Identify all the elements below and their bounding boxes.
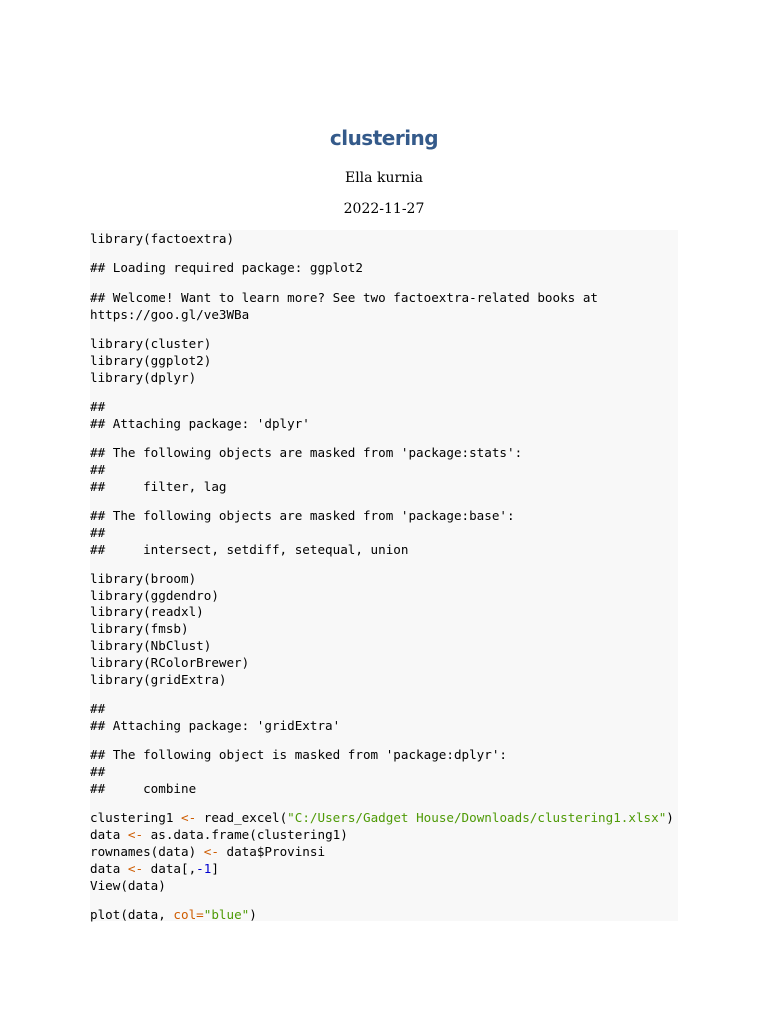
code-text: plot(data, [90, 907, 174, 922]
code-line: library(cluster) [90, 336, 212, 351]
output-line: ## The following objects are masked from 'package:base': [90, 508, 515, 523]
author-name: Ella kurnia [344, 170, 423, 186]
code-text: ] [211, 861, 219, 876]
code-text: data[, [143, 861, 197, 876]
output-line: ## filter, lag [90, 479, 227, 494]
code-line: library(ggplot2) [90, 353, 212, 368]
output-line: ## [90, 399, 106, 414]
assign-operator: <- [127, 827, 144, 842]
argument-name: col= [173, 907, 204, 922]
output-line: ## The following object is masked from 'package:dplyr': [90, 747, 508, 762]
page-title: clustering [329, 126, 439, 150]
string-literal: "C:/Users/Gadget House/Downloads/clustering1.xlsx" [287, 810, 667, 825]
output-line: ## intersect, setdiff, setequal, union [90, 542, 409, 557]
code-line: library(ggdendro) [90, 588, 219, 603]
output-line: https://goo.gl/ve3WBa [90, 307, 250, 322]
code-text: ) [249, 907, 257, 922]
assign-operator: <- [181, 810, 197, 825]
code-text: data [90, 827, 128, 842]
output-line: ## [90, 701, 106, 716]
code-text: read_excel( [196, 810, 288, 825]
output-line: ## Loading required package: ggplot2 [90, 260, 363, 275]
code-text: data [90, 861, 128, 876]
code-text: as.data.frame(clustering1) [143, 827, 348, 842]
code-text: rownames(data) [90, 844, 204, 859]
code-line: library(factoextra) [90, 231, 235, 246]
code-line [90, 860, 219, 877]
output-line: ## [90, 525, 106, 540]
numeric-literal: -1 [196, 861, 212, 876]
code-line: library(fmsb) [90, 621, 189, 636]
output-line: ## [90, 462, 106, 477]
output-line: ## Attaching package: 'gridExtra' [90, 718, 341, 733]
output-line: ## Attaching package: 'dplyr' [90, 416, 310, 431]
assign-operator: <- [127, 861, 144, 876]
output-line: ## The following objects are masked from 'package:stats': [90, 445, 523, 460]
code-line [90, 826, 348, 843]
output-line: ## Welcome! Want to learn more? See two factoextra-related books at [90, 290, 598, 305]
output-line: ## [90, 764, 106, 779]
code-text: clustering1 [90, 810, 181, 825]
code-line: library(broom) [90, 571, 197, 586]
code-text: ) [666, 810, 674, 825]
code-line: library(NbClust) [90, 638, 212, 653]
output-line: ## combine [90, 781, 197, 796]
code-line: library(RColorBrewer) [90, 655, 250, 670]
code-line: View(data) [90, 878, 166, 893]
string-literal: "blue" [203, 907, 250, 922]
assign-operator: <- [203, 844, 219, 859]
code-line [90, 906, 257, 923]
code-text: data$Provinsi [218, 844, 326, 859]
code-line: library(readxl) [90, 604, 204, 619]
code-line [90, 809, 674, 826]
code-line: library(gridExtra) [90, 672, 227, 687]
document-date: 2022-11-27 [343, 201, 425, 217]
code-line [90, 843, 325, 860]
code-line: library(dplyr) [90, 370, 197, 385]
